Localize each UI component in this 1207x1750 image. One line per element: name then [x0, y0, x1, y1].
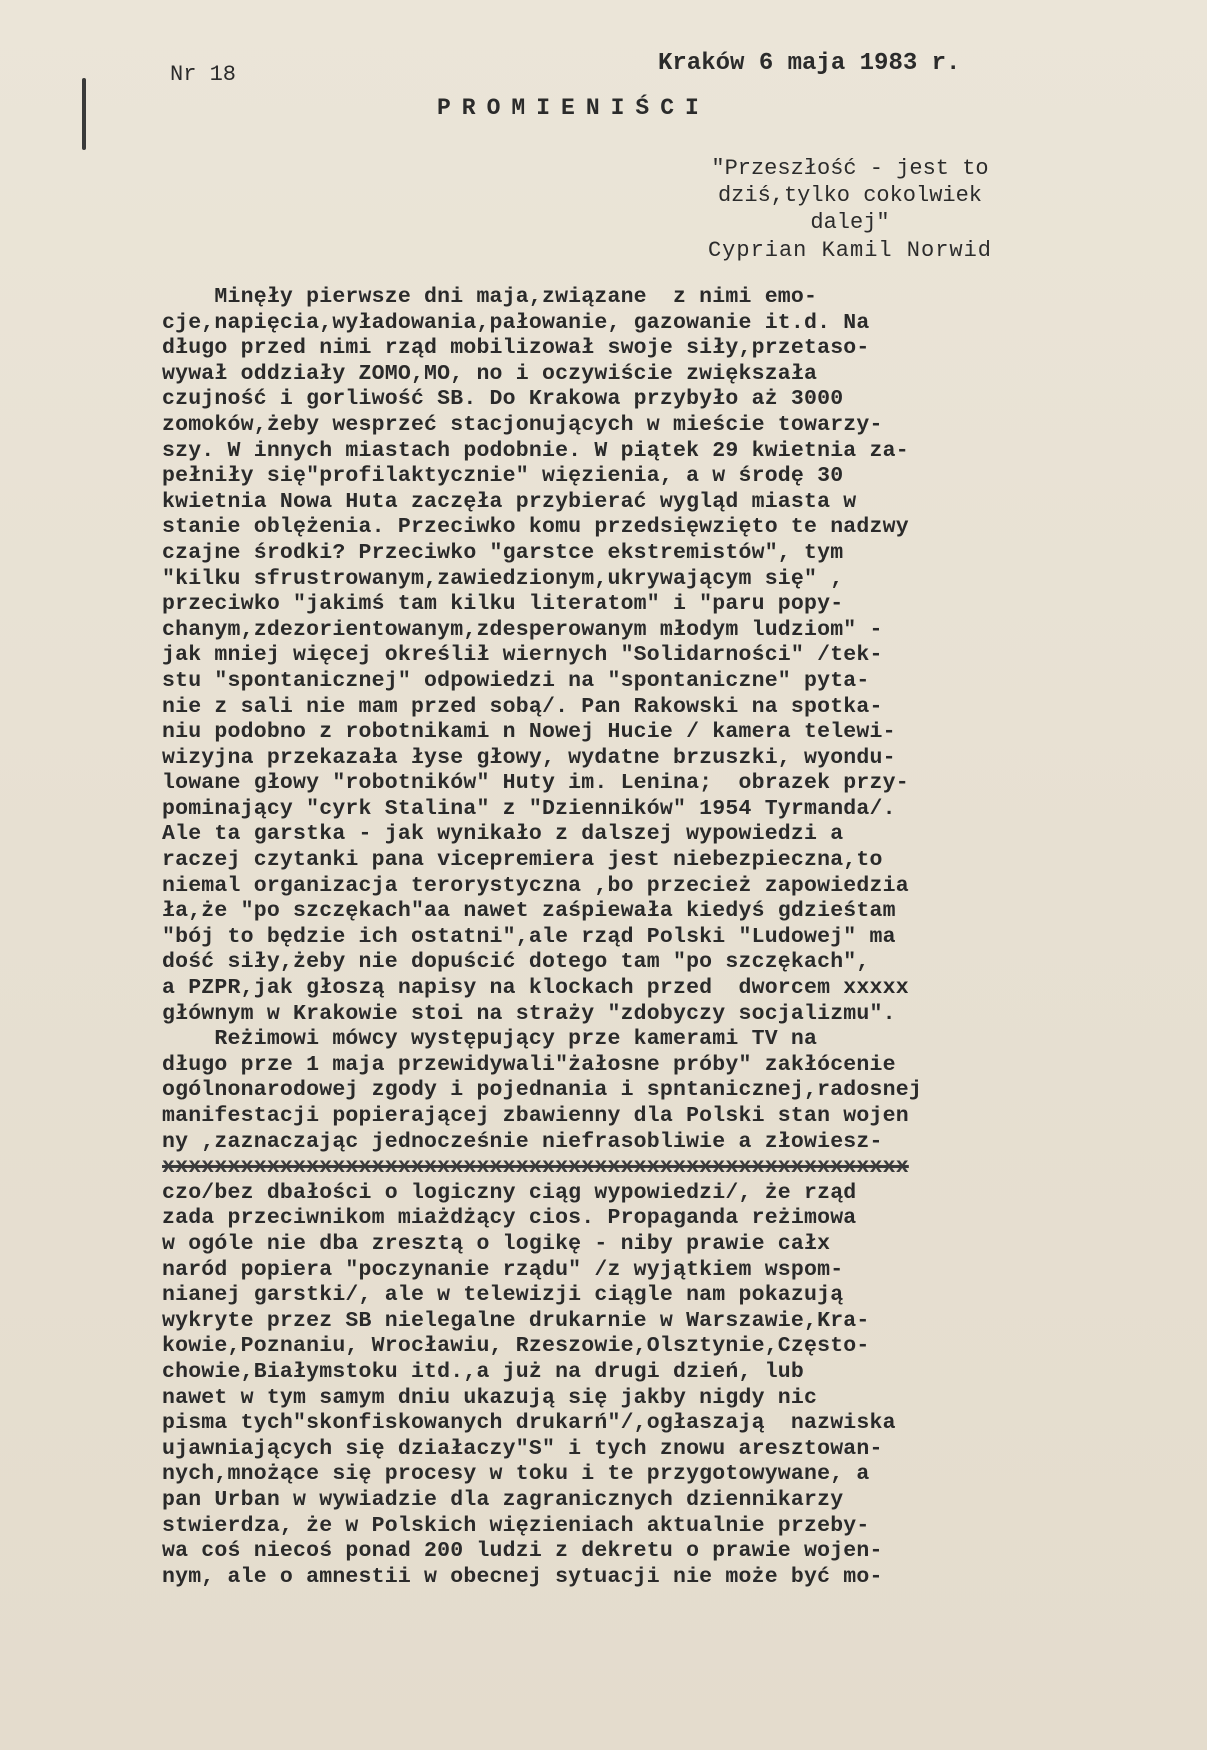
text-line: nawet w tym samym dniu ukazują się jakby nigdy nic — [162, 1385, 818, 1410]
text-line: dość siły,żeby nie dopuścić dotego tam "po szczękach", — [162, 950, 870, 975]
text-line: kwietnia Nowa Huta zaczęła przybierać wygląd miasta w — [162, 489, 857, 514]
text-line: manifestacji popierającej zbawienny dla Polski stan wojen — [162, 1104, 909, 1128]
text-line: a PZPR,jak głoszą napisy na klockach przed dworcem xxxxx — [162, 976, 909, 1001]
text-line: czo/bez dbałości o logiczny ciąg wypowiedzi/, że rząd — [162, 1180, 857, 1205]
text-line: niu podobno z robotnikami n Nowej Hucie / kamera telewi- — [162, 720, 896, 745]
body-text — [162, 285, 1172, 1590]
text-line: naród popiera "poczynanie rządu" /z wyjątkiem wspom- — [162, 1257, 844, 1282]
text-line: wa coś niecoś ponad 200 ludzi z dekretu o prawie wojen- — [162, 1539, 883, 1564]
text-line: chanym,zdezorientowanym,zdesperowanym młodym ludziom" - — [162, 617, 883, 642]
text-line: Reżimowi mówcy występujący prze kamerami TV na — [162, 1027, 818, 1052]
text-line: chowie,Białymstoku itd.,a już na drugi dzień, lub — [162, 1359, 805, 1384]
text-line: "bój to będzie ich ostatni",ale rząd Polski "Ludowej" ma — [162, 924, 896, 949]
text-line: długo przed nimi rząd mobilizował swoje siły,przetaso- — [162, 336, 870, 361]
text-line: wywał oddziały ZOMO,MO, no i oczywiście zwiększała — [162, 361, 818, 386]
text-line: ogólnonarodowej zgody i pojednania i spntanicznej,radosnej — [162, 1078, 922, 1103]
text-line: jak mniej więcej określił wiernych "Solidarności" /tek- — [162, 643, 883, 668]
text-line: stwierdza, że w Polskich więzieniach aktualnie przeby- — [162, 1513, 870, 1538]
text-line: stanie oblężenia. Przeciwko komu przedsięwzięto te nadzwy — [162, 515, 909, 540]
text-line: czajne środki? Przeciwko "garstce ekstremistów", tym — [162, 540, 844, 565]
text-line: nych,mnożące się procesy w toku i te przygotowywane, a — [162, 1462, 870, 1487]
epigraph-line: dziś,tylko cokolwiek — [717, 183, 983, 208]
issue-number: Nr 18 — [170, 62, 237, 87]
text-line: długo prze 1 maja przewidywali"żałosne próby" zakłócenie — [162, 1052, 896, 1077]
text-line: cje,napięcia,wyładowania,pałowanie, gazowanie it.d. Na — [162, 310, 870, 335]
date-line: Kraków 6 maja 1983 r. — [658, 50, 961, 77]
text-line: ujawniających się działaczy"S" i tych znowu aresztowan- — [162, 1436, 883, 1461]
text-line: pisma tych"skonfiskowanych drukarń"/,ogłaszają nazwiska — [162, 1411, 896, 1436]
text-line: pełniły się"profilaktycznie" więzienia, a w środę 30 — [162, 464, 844, 489]
text-line: czujność i gorliwość SB. Do Krakowa przybyło aż 3000 — [162, 387, 844, 412]
text-line: Ale ta garstka - jak wynikało z dalszej wypowiedzi a — [162, 822, 844, 847]
text-line: pan Urban w wywiadzie dla zagranicznych dziennikarzy — [162, 1487, 844, 1512]
epigraph — [600, 155, 1100, 264]
text-line: nym, ale o amnestii w obecnej sytuacji nie może być mo- — [162, 1564, 883, 1589]
text-line: "kilku sfrustrowanym,zawiedzionym,ukrywającym się" , — [162, 566, 844, 591]
text-line: głównym w Krakowie stoi na straży "zdobyczy socjalizmu". — [162, 1001, 896, 1026]
text-line: raczej czytanki pana vicepremiera jest niebezpieczna,to — [162, 848, 883, 873]
epigraph-line: dalej" — [810, 210, 890, 235]
epigraph-author: Cyprian Kamil Norwid — [707, 238, 993, 263]
text-line: nie z sali nie mam przed sobą/. Pan Rakowski na spotka- — [162, 694, 883, 719]
epigraph-line: "Przeszłość - jest to — [711, 156, 989, 181]
text-line: lowane głowy "robotników" Huty im. Lenina; obrazek przy- — [162, 771, 909, 796]
text-line: w ogóle nie dba zresztą o logikę - niby prawie całx — [162, 1231, 831, 1256]
text-line: przeciwko "jakimś tam kilku literatom" i "paru popy- — [162, 592, 844, 617]
text-line: Minęły pierwsze dni maja,związane z nimi emo- — [162, 285, 818, 309]
text-line: ny ,zaznaczając jednocześnie niefrasobliwie a złowiesz- — [162, 1129, 883, 1154]
document-title: PROMIENIŚCI — [437, 95, 710, 121]
text-line: xxxxxxxxxxxxxxxxxxxxxxxxxxxxxxxxxxxxxxxxxxxxxxxxxxxxxxxxx — [162, 1155, 909, 1180]
text-line: nianej garstki/, ale w telewizji ciągle nam pokazują — [162, 1283, 844, 1308]
text-line: kowie,Poznaniu, Wrocławiu, Rzeszowie,Olsztynie,Często- — [162, 1334, 870, 1359]
text-line: szy. W innych miastach podobnie. W piątek 29 kwietnia za- — [162, 438, 909, 463]
margin-mark — [82, 78, 86, 150]
text-line: stu "spontanicznej" odpowiedzi na "spontaniczne" pyta- — [162, 668, 870, 693]
text-line: zomoków,żeby wesprzeć stacjonujących w mieście towarzy- — [162, 412, 883, 437]
text-line: wykryte przez SB nielegalne drukarnie w Warszawie,Kra- — [162, 1308, 870, 1333]
text-line: ła,że "po szczękach"aa nawet zaśpiewała kiedyś gdzieśtam — [162, 899, 896, 924]
text-line: pominający "cyrk Stalina" z "Dzienników" 1954 Tyrmanda/. — [162, 796, 896, 821]
text-line: zada przeciwnikom miażdżący cios. Propaganda reżimowa — [162, 1206, 857, 1231]
text-line: wizyjna przekazała łyse głowy, wydatne brzuszki, wyondu- — [162, 745, 896, 770]
text-line: niemal organizacja terorystyczna ,bo przecież zapowiedzia — [162, 873, 909, 898]
